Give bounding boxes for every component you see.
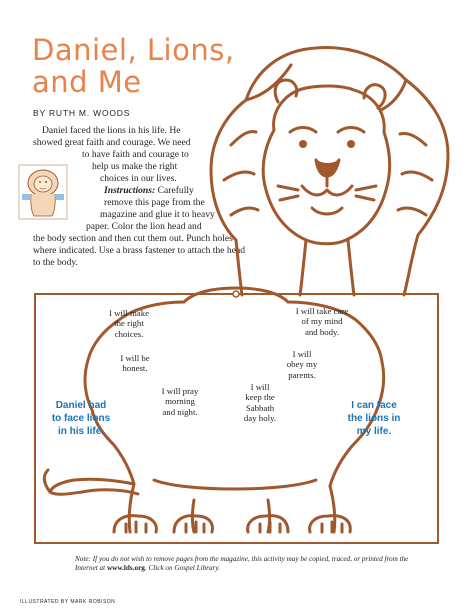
phrase-line: I will be: [120, 353, 150, 363]
story-line: help us make the right: [92, 161, 178, 172]
byline: BY RUTH M. WOODS: [33, 108, 131, 118]
phrase-line: the right: [114, 318, 144, 329]
caption-line: the lions in: [347, 413, 401, 424]
phrase-line: of my mind: [301, 316, 343, 327]
phrase-line: I will pray: [161, 386, 199, 396]
phrase-line: I will take care: [295, 306, 349, 316]
title-line-1: Daniel, Lions,: [32, 33, 235, 67]
phrase-honest: [105, 353, 165, 374]
right-eye: [347, 140, 355, 148]
punch-hole: [233, 291, 239, 297]
phrase-pray: [150, 386, 210, 417]
title-line-2: and Me: [32, 65, 142, 99]
instructions-label: Instructions:: [104, 185, 156, 196]
story-line: where indicated. Use a brass fastener to attach the head: [33, 245, 246, 256]
phrase-line: parents.: [288, 369, 316, 380]
example-thumbnail-illustration: [18, 164, 68, 220]
phrase-line: I will: [250, 382, 270, 392]
phrase-line: obey my: [286, 359, 318, 370]
note-text: printed from the Internet at: [75, 555, 409, 572]
phrase-line: Sabbath: [245, 402, 275, 413]
phrase-line: and night.: [162, 406, 198, 417]
lion-head-illustration: [186, 40, 461, 300]
story-line: showed great faith and courage. We need: [33, 137, 191, 148]
phrase-sabbath: [232, 382, 288, 424]
note-text: . Click on Gospel Library.: [144, 563, 220, 572]
illustrator-credit: ILLUSTRATED BY MARK ROBISON: [20, 599, 116, 605]
story-fragment: Carefully: [157, 185, 194, 196]
note-url: www.lds.org: [106, 563, 145, 572]
instructions-line: [104, 185, 194, 197]
phrase-line: keep the: [245, 392, 275, 403]
right-caption: [334, 399, 414, 438]
phrase-choices: [94, 308, 164, 339]
story-line: Daniel faced the lions in his life. He: [42, 125, 181, 136]
caption-line: my life.: [356, 426, 392, 437]
story-line: remove this page from the: [104, 197, 205, 208]
story-line: to the body.: [33, 257, 78, 268]
footer-note: [75, 555, 430, 572]
phrase-line: day holy.: [243, 413, 277, 424]
left-caption: [40, 399, 122, 438]
story-line: paper. Color the lion head and: [86, 221, 202, 232]
left-eye: [299, 140, 307, 148]
note-text: Note: If you do not wish to remove pages from the magazine, this activity may be copied, traced, or: [75, 555, 361, 563]
story-line: choices in our lives.: [100, 173, 177, 184]
phrase-line: and body.: [304, 326, 340, 337]
caption-line: to face lions: [51, 413, 111, 424]
caption-line: I can face: [351, 400, 397, 411]
phrase-line: morning: [165, 396, 195, 407]
caption-line: in his life.: [57, 426, 105, 437]
story-line: magazine and glue it to heavy: [100, 209, 215, 220]
phrase-line: I will make: [108, 308, 150, 318]
phrase-line: I will: [292, 349, 312, 359]
phrase-care: [284, 306, 360, 337]
story-line: the body section and then cut them out. Punch holes: [33, 233, 233, 244]
phrase-obey: [274, 349, 330, 380]
phrase-line: honest.: [122, 363, 148, 374]
story-line: to have faith and courage to: [82, 149, 189, 160]
caption-line: Daniel had: [55, 400, 107, 411]
phrase-line: choices.: [114, 328, 144, 339]
